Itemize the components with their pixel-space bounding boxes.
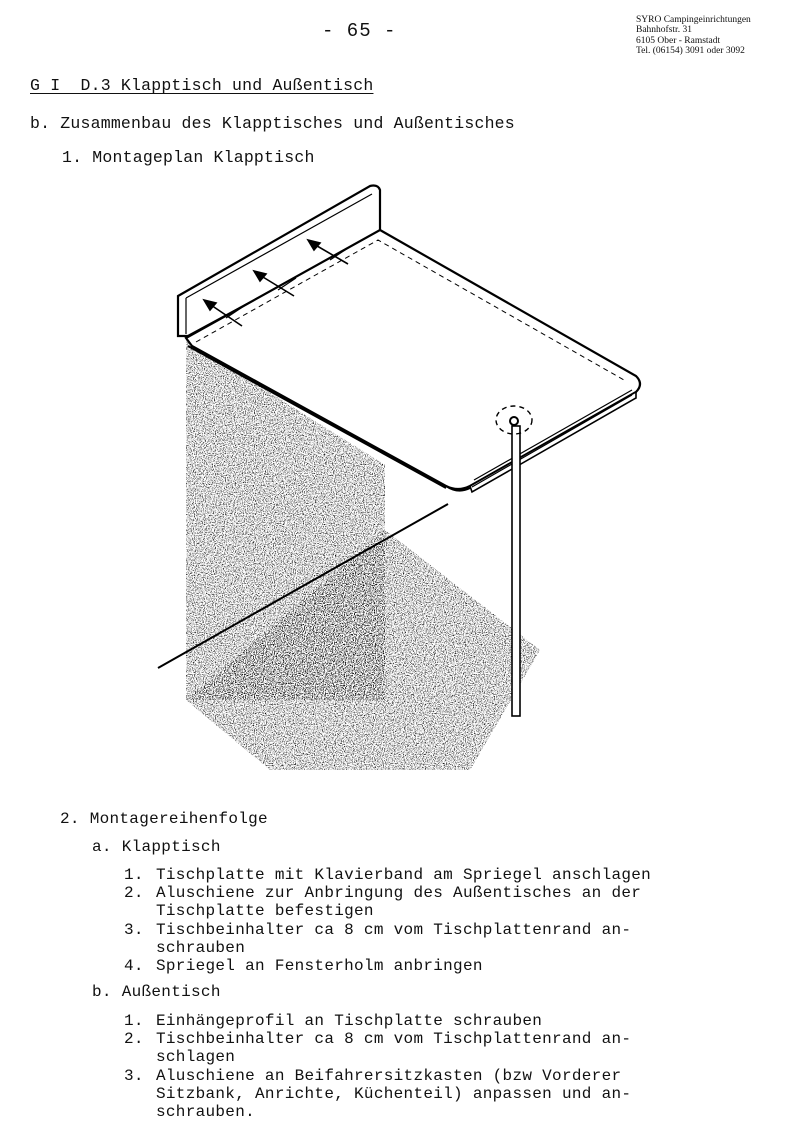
item-text: Tischplatte mit Klavierband am Spriegel anschlagen [156, 866, 652, 884]
list-item [124, 1030, 631, 1066]
company-address [636, 15, 796, 57]
item-text-cont: Sitzbank, Anrichte, Küchenteil) anpassen und an- [156, 1085, 632, 1103]
list-item [124, 1067, 631, 1121]
item-number: 3. [124, 921, 144, 939]
company-line: 6105 Ober - Ramstadt [636, 35, 721, 46]
section2a-title: a. Klapptisch [92, 838, 221, 856]
subheading: b. Zusammenbau des Klapptisches und Außentisches [30, 114, 515, 133]
item-text: Einhängeprofil an Tischplatte schrauben [156, 1012, 543, 1030]
item-number: 4. [124, 957, 144, 975]
list-item [124, 921, 631, 957]
company-line: Tel. (06154) 3091 oder 3092 [636, 46, 745, 57]
list-item [124, 884, 641, 920]
item-text-cont: schrauben [156, 939, 246, 957]
item-number: 2. [124, 1030, 144, 1048]
item-text: Tischbeinhalter ca 8 cm vom Tischplattenrand an- [156, 1030, 632, 1048]
section-heading: G I D.3 Klapptisch und Außentisch [30, 76, 374, 95]
table-assembly-drawing [150, 180, 650, 780]
item-text-cont: schlagen [156, 1048, 236, 1066]
item-text: Spriegel an Fensterholm anbringen [156, 957, 483, 975]
item-text: Tischbeinhalter ca 8 cm vom Tischplattenrand an- [156, 921, 632, 939]
list-item [124, 1012, 542, 1030]
company-line: SYRO Campingeinrichtungen [636, 15, 751, 25]
item-text-cont: schrauben. [156, 1103, 256, 1121]
item-number: 2. [124, 884, 144, 902]
item-number: 3. [124, 1067, 144, 1085]
item-number: 1. [124, 866, 144, 884]
item-text-cont: Tischplatte befestigen [156, 902, 374, 920]
section2-title: 2. Montagereihenfolge [60, 810, 268, 828]
plan-title: 1. Montageplan Klapptisch [62, 148, 315, 167]
list-item [124, 866, 651, 884]
section2b-title: b. Außentisch [92, 983, 221, 1001]
page-number: - 65 - [322, 20, 397, 42]
item-number: 1. [124, 1012, 144, 1030]
list-item [124, 957, 483, 975]
company-line: Bahnhofstr. 31 [636, 25, 692, 36]
item-text: Aluschiene an Beifahrersitzkasten (bzw Vorderer [156, 1067, 622, 1085]
item-text: Aluschiene zur Anbringung des Außentisches an der [156, 884, 642, 902]
